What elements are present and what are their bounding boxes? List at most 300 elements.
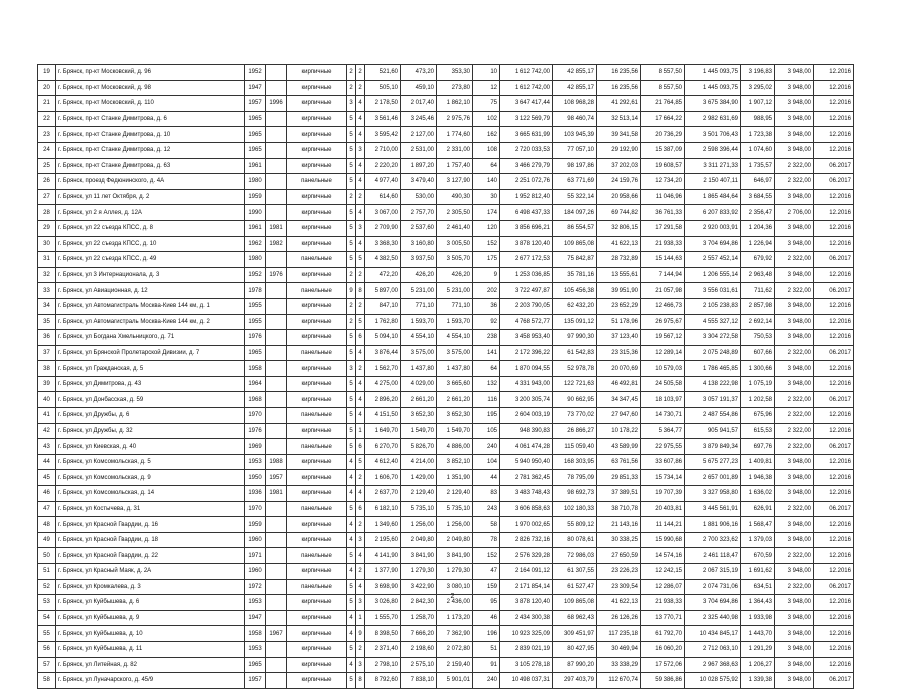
deadline-cell: 12.2016: [814, 532, 854, 548]
wall-material-cell: кирпичные: [287, 314, 347, 330]
fund-amount-cell: 2 557 452,14: [685, 252, 741, 268]
build-year-cell: 1970: [245, 501, 266, 517]
cost-part-1-cell: 135 091,12: [553, 314, 597, 330]
reconstruction-year-cell: [266, 657, 287, 673]
residents-cell: 140: [473, 174, 500, 190]
cost-part-2-cell: 34 347,45: [597, 392, 641, 408]
cost-part-1-cell: 297 403,79: [553, 673, 597, 689]
cost-part-2-cell: 26 126,26: [597, 610, 641, 626]
total-cost-cell: 1 870 094,55: [500, 361, 553, 377]
wall-material-cell: кирпичные: [287, 80, 347, 96]
row-number-cell: 50: [38, 548, 56, 564]
deadline-cell: 12.2016: [814, 486, 854, 502]
build-year-cell: 1953: [245, 595, 266, 611]
floors-cell: 3: [347, 361, 356, 377]
cost-part-3-cell: 12 286,07: [641, 579, 685, 595]
reconstruction-year-cell: [266, 158, 287, 174]
address-cell: г. Брянск, ул 22 съезда КПСС, д. 8: [56, 220, 245, 236]
fund-amount-cell: 2 150 407,11: [685, 174, 741, 190]
build-year-cell: 1958: [245, 626, 266, 642]
living-area-cell: 3 422,90: [401, 579, 437, 595]
build-year-cell: 1955: [245, 314, 266, 330]
fund-amount-cell: 10 028 575,92: [685, 673, 741, 689]
floors-cell: 5: [347, 423, 356, 439]
entrances-cell: 4: [356, 376, 365, 392]
living-area-cell: 459,10: [401, 80, 437, 96]
living-area-cell: 3 652,30: [401, 408, 437, 424]
specific-cost-cell: 1 075,19: [741, 376, 775, 392]
entrances-cell: 3: [356, 657, 365, 673]
build-year-cell: 1978: [245, 283, 266, 299]
row-number-cell: 19: [38, 65, 56, 81]
deadline-cell: 06.2017: [814, 392, 854, 408]
deadline-cell: 12.2016: [814, 564, 854, 580]
entrances-cell: 8: [356, 673, 365, 689]
cost-part-3-cell: 11 046,96: [641, 189, 685, 205]
specific-cost-cell: 1 907,12: [741, 96, 775, 112]
fund-amount-cell: 2 920 003,91: [685, 220, 741, 236]
deadline-cell: 06.2017: [814, 283, 854, 299]
specific-cost-cell: 1 206,27: [741, 657, 775, 673]
max-cost-cell: 2 322,00: [775, 548, 814, 564]
fund-amount-cell: 2 982 631,69: [685, 111, 741, 127]
specific-cost-cell: 3 295,02: [741, 80, 775, 96]
residents-cell: 202: [473, 283, 500, 299]
table-row: [38, 158, 854, 174]
wall-material-cell: кирпичные: [287, 298, 347, 314]
total-area-cell: 3 067,00: [365, 205, 401, 221]
residents-cell: 152: [473, 548, 500, 564]
specific-cost-cell: 1 074,60: [741, 142, 775, 158]
total-cost-cell: 3 878 120,40: [500, 595, 553, 611]
address-cell: г. Брянск, пр-кт Московский, д. 98: [56, 80, 245, 96]
entrances-cell: 4: [356, 548, 365, 564]
wall-material-cell: панельные: [287, 548, 347, 564]
wall-material-cell: кирпичные: [287, 454, 347, 470]
wall-material-cell: кирпичные: [287, 673, 347, 689]
cost-part-1-cell: 72 986,03: [553, 548, 597, 564]
reconstruction-year-cell: [266, 111, 287, 127]
entrances-cell: 2: [356, 65, 365, 81]
living-area-cell: 2 757,70: [401, 205, 437, 221]
address-cell: г. Брянск, ул Гражданская, д. 5: [56, 361, 245, 377]
max-cost-cell: 3 948,00: [775, 189, 814, 205]
cost-part-2-cell: 21 143,16: [597, 517, 641, 533]
fund-amount-cell: 3 556 031,61: [685, 283, 741, 299]
floors-cell: 2: [347, 298, 356, 314]
specific-cost-cell: 988,95: [741, 111, 775, 127]
max-cost-cell: 3 948,00: [775, 236, 814, 252]
cost-part-1-cell: 55 809,12: [553, 517, 597, 533]
cost-part-3-cell: 16 060,20: [641, 641, 685, 657]
fund-amount-cell: 3 704 694,86: [685, 236, 741, 252]
fund-amount-cell: 10 434 845,17: [685, 626, 741, 642]
reconstruction-year-cell: [266, 65, 287, 81]
address-cell: г. Брянск, ул Куйбышева, д. 10: [56, 626, 245, 642]
wall-material-cell: кирпичные: [287, 517, 347, 533]
residents-cell: 108: [473, 142, 500, 158]
cost-part-1-cell: 55 322,14: [553, 189, 597, 205]
cost-part-3-cell: 8 557,50: [641, 65, 685, 81]
floors-cell: 5: [347, 220, 356, 236]
cost-part-2-cell: 41 622,13: [597, 595, 641, 611]
address-cell: г. Брянск, ул Киевская, д. 40: [56, 439, 245, 455]
cost-part-3-cell: 17 664,22: [641, 111, 685, 127]
table-row: [38, 220, 854, 236]
total-area-cell: 5 094,10: [365, 330, 401, 346]
cost-part-1-cell: 102 180,33: [553, 501, 597, 517]
entrances-cell: 6: [356, 501, 365, 517]
living-area-cell: 2 127,00: [401, 127, 437, 143]
address-cell: г. Брянск, ул Луначарского, д. 45/9: [56, 673, 245, 689]
living-area-cell: 1 256,00: [401, 517, 437, 533]
build-year-cell: 1953: [245, 641, 266, 657]
row-number-cell: 34: [38, 298, 56, 314]
deadline-cell: 12.2016: [814, 330, 854, 346]
wall-material-cell: кирпичные: [287, 330, 347, 346]
cost-part-2-cell: 112 670,74: [597, 673, 641, 689]
total-area-cell: 1 562,70: [365, 361, 401, 377]
total-area-cell: 2 220,20: [365, 158, 401, 174]
cost-part-3-cell: 61 792,70: [641, 626, 685, 642]
entrances-cell: 8: [356, 283, 365, 299]
residential-area-cell: 1 757,40: [437, 158, 473, 174]
floors-cell: 5: [347, 439, 356, 455]
cost-part-3-cell: 13 770,71: [641, 610, 685, 626]
max-cost-cell: 3 948,00: [775, 96, 814, 112]
total-area-cell: 6 270,70: [365, 439, 401, 455]
cost-part-2-cell: 23 652,29: [597, 298, 641, 314]
residential-area-cell: 4 886,00: [437, 439, 473, 455]
living-area-cell: 2 049,80: [401, 532, 437, 548]
total-cost-cell: 2 604 003,19: [500, 408, 553, 424]
address-cell: г. Брянск, ул Дружбы, д. 6: [56, 408, 245, 424]
table-row: [38, 205, 854, 221]
wall-material-cell: кирпичные: [287, 220, 347, 236]
wall-material-cell: кирпичные: [287, 595, 347, 611]
entrances-cell: 3: [356, 220, 365, 236]
deadline-cell: 12.2016: [814, 298, 854, 314]
build-year-cell: 1947: [245, 80, 266, 96]
residential-area-cell: 1 774,60: [437, 127, 473, 143]
fund-amount-cell: 3 704 694,86: [685, 595, 741, 611]
address-cell: г. Брянск, ул Богдана Хмельницкого, д. 71: [56, 330, 245, 346]
row-number-cell: 42: [38, 423, 56, 439]
residents-cell: 83: [473, 486, 500, 502]
row-number-cell: 35: [38, 314, 56, 330]
deadline-cell: 12.2016: [814, 610, 854, 626]
cost-part-2-cell: 117 235,18: [597, 626, 641, 642]
total-cost-cell: 3 856 696,21: [500, 220, 553, 236]
residents-cell: 30: [473, 189, 500, 205]
wall-material-cell: кирпичные: [287, 486, 347, 502]
cost-part-1-cell: 98 692,73: [553, 486, 597, 502]
table-row: [38, 236, 854, 252]
fund-amount-cell: 2 487 554,86: [685, 408, 741, 424]
row-number-cell: 56: [38, 641, 56, 657]
cost-part-3-cell: 21 764,85: [641, 96, 685, 112]
total-cost-cell: 1 253 036,85: [500, 267, 553, 283]
total-area-cell: 3 876,44: [365, 345, 401, 361]
max-cost-cell: 3 948,00: [775, 65, 814, 81]
residential-area-cell: 490,30: [437, 189, 473, 205]
cost-part-1-cell: 105 456,38: [553, 283, 597, 299]
total-cost-cell: 2 576 329,28: [500, 548, 553, 564]
table-row: [38, 517, 854, 533]
total-area-cell: 614,60: [365, 189, 401, 205]
reconstruction-year-cell: [266, 408, 287, 424]
cost-part-2-cell: 27 650,59: [597, 548, 641, 564]
table-row: [38, 423, 854, 439]
deadline-cell: 12.2016: [814, 626, 854, 642]
residents-cell: 162: [473, 127, 500, 143]
address-cell: г. Брянск, пр-кт Московский, д. 110: [56, 96, 245, 112]
cost-part-3-cell: 15 144,63: [641, 252, 685, 268]
reconstruction-year-cell: 1982: [266, 236, 287, 252]
row-number-cell: 52: [38, 579, 56, 595]
floors-cell: 4: [347, 517, 356, 533]
max-cost-cell: 3 948,00: [775, 673, 814, 689]
address-cell: г. Брянск, ул Комсомольская, д. 14: [56, 486, 245, 502]
fund-amount-cell: 3 445 561,91: [685, 501, 741, 517]
entrances-cell: 2: [356, 641, 365, 657]
cost-part-3-cell: 15 734,14: [641, 470, 685, 486]
cost-part-3-cell: 8 557,50: [641, 80, 685, 96]
cost-part-1-cell: 78 795,09: [553, 470, 597, 486]
cost-part-3-cell: 36 761,33: [641, 205, 685, 221]
build-year-cell: 1962: [245, 236, 266, 252]
build-year-cell: 1976: [245, 423, 266, 439]
fund-amount-cell: 4 555 327,12: [685, 314, 741, 330]
table-row: [38, 439, 854, 455]
entrances-cell: 4: [356, 345, 365, 361]
residential-area-cell: 4 554,10: [437, 330, 473, 346]
max-cost-cell: 3 948,00: [775, 610, 814, 626]
build-year-cell: 1959: [245, 189, 266, 205]
address-cell: г. Брянск, ул Кромкалева, д. 3: [56, 579, 245, 595]
cost-part-1-cell: 77 057,10: [553, 142, 597, 158]
wall-material-cell: кирпичные: [287, 96, 347, 112]
entrances-cell: 3: [356, 532, 365, 548]
row-number-cell: 26: [38, 174, 56, 190]
row-number-cell: 23: [38, 127, 56, 143]
reconstruction-year-cell: 1981: [266, 220, 287, 236]
floors-cell: 4: [347, 454, 356, 470]
build-year-cell: 1976: [245, 330, 266, 346]
specific-cost-cell: 607,66: [741, 345, 775, 361]
cost-part-3-cell: 22 975,55: [641, 439, 685, 455]
wall-material-cell: кирпичные: [287, 127, 347, 143]
wall-material-cell: панельные: [287, 345, 347, 361]
floors-cell: 5: [347, 595, 356, 611]
table-row: [38, 267, 854, 283]
build-year-cell: 1958: [245, 361, 266, 377]
max-cost-cell: 3 948,00: [775, 517, 814, 533]
row-number-cell: 55: [38, 626, 56, 642]
cost-part-1-cell: 115 059,40: [553, 439, 597, 455]
residents-cell: 116: [473, 392, 500, 408]
specific-cost-cell: 2 692,14: [741, 314, 775, 330]
living-area-cell: 1 258,70: [401, 610, 437, 626]
deadline-cell: 12.2016: [814, 470, 854, 486]
specific-cost-cell: 750,53: [741, 330, 775, 346]
floors-cell: 5: [347, 579, 356, 595]
living-area-cell: 3 841,90: [401, 548, 437, 564]
residential-area-cell: 3 005,50: [437, 236, 473, 252]
cost-part-1-cell: 61 307,55: [553, 564, 597, 580]
build-year-cell: 1953: [245, 454, 266, 470]
residents-cell: 240: [473, 673, 500, 689]
cost-part-2-cell: 69 744,82: [597, 205, 641, 221]
entrances-cell: 1: [356, 610, 365, 626]
total-area-cell: 1 649,70: [365, 423, 401, 439]
total-area-cell: 4 977,40: [365, 174, 401, 190]
build-year-cell: 1968: [245, 392, 266, 408]
entrances-cell: 4: [356, 158, 365, 174]
residents-cell: 47: [473, 564, 500, 580]
specific-cost-cell: 2 963,48: [741, 267, 775, 283]
floors-cell: 5: [347, 142, 356, 158]
floors-cell: 5: [347, 127, 356, 143]
wall-material-cell: кирпичные: [287, 657, 347, 673]
row-number-cell: 32: [38, 267, 56, 283]
reconstruction-year-cell: 1976: [266, 267, 287, 283]
fund-amount-cell: 3 879 849,34: [685, 439, 741, 455]
build-year-cell: 1957: [245, 96, 266, 112]
total-cost-cell: 3 606 858,63: [500, 501, 553, 517]
table-row: [38, 548, 854, 564]
residential-area-cell: 353,30: [437, 65, 473, 81]
floors-cell: 2: [347, 314, 356, 330]
specific-cost-cell: 2 356,47: [741, 205, 775, 221]
table-row: [38, 111, 854, 127]
max-cost-cell: 3 948,00: [775, 361, 814, 377]
reconstruction-year-cell: [266, 252, 287, 268]
deadline-cell: 12.2016: [814, 220, 854, 236]
specific-cost-cell: 1 636,02: [741, 486, 775, 502]
wall-material-cell: кирпичные: [287, 158, 347, 174]
row-number-cell: 46: [38, 486, 56, 502]
specific-cost-cell: 675,96: [741, 408, 775, 424]
row-number-cell: 39: [38, 376, 56, 392]
floors-cell: 5: [347, 641, 356, 657]
living-area-cell: 4 029,00: [401, 376, 437, 392]
cost-part-2-cell: 16 235,56: [597, 80, 641, 96]
residents-cell: 64: [473, 158, 500, 174]
cost-part-3-cell: 10 579,03: [641, 361, 685, 377]
residents-cell: 105: [473, 423, 500, 439]
reconstruction-year-cell: [266, 641, 287, 657]
floors-cell: 3: [347, 96, 356, 112]
row-number-cell: 37: [38, 345, 56, 361]
entrances-cell: 6: [356, 330, 365, 346]
table-row: [38, 657, 854, 673]
specific-cost-cell: 646,97: [741, 174, 775, 190]
total-area-cell: 8 398,50: [365, 626, 401, 642]
address-cell: г. Брянск, ул Комсомольская, д. 5: [56, 454, 245, 470]
living-area-cell: 2 575,10: [401, 657, 437, 673]
max-cost-cell: 3 948,00: [775, 220, 814, 236]
deadline-cell: 12.2016: [814, 80, 854, 96]
specific-cost-cell: 1 723,38: [741, 127, 775, 143]
residents-cell: 12: [473, 80, 500, 96]
entrances-cell: 2: [356, 80, 365, 96]
table-row: [38, 330, 854, 346]
deadline-cell: 12.2016: [814, 548, 854, 564]
cost-part-2-cell: 38 710,78: [597, 501, 641, 517]
reconstruction-year-cell: [266, 314, 287, 330]
cost-part-3-cell: 18 103,97: [641, 392, 685, 408]
address-cell: г. Брянск, ул Красной Гвардии, д. 22: [56, 548, 245, 564]
cost-part-3-cell: 26 975,67: [641, 314, 685, 330]
residents-cell: 104: [473, 454, 500, 470]
cost-part-3-cell: 20 403,81: [641, 501, 685, 517]
residents-cell: 174: [473, 205, 500, 221]
max-cost-cell: 3 948,00: [775, 298, 814, 314]
table-row: [38, 189, 854, 205]
deadline-cell: 06.2017: [814, 158, 854, 174]
table-row: [38, 486, 854, 502]
deadline-cell: 12.2016: [814, 111, 854, 127]
entrances-cell: 3: [356, 142, 365, 158]
total-cost-cell: 5 940 950,40: [500, 454, 553, 470]
table-row: [38, 641, 854, 657]
total-area-cell: 3 595,42: [365, 127, 401, 143]
reconstruction-year-cell: [266, 283, 287, 299]
fund-amount-cell: 1 206 555,14: [685, 267, 741, 283]
residential-area-cell: 1 351,90: [437, 470, 473, 486]
reconstruction-year-cell: 1981: [266, 486, 287, 502]
max-cost-cell: 3 948,00: [775, 626, 814, 642]
cost-part-1-cell: 80 427,95: [553, 641, 597, 657]
max-cost-cell: 3 948,00: [775, 595, 814, 611]
build-year-cell: 1950: [245, 470, 266, 486]
fund-amount-cell: 3 311 271,33: [685, 158, 741, 174]
cost-part-3-cell: 7 144,94: [641, 267, 685, 283]
fund-amount-cell: 3 057 191,37: [685, 392, 741, 408]
residents-cell: 46: [473, 610, 500, 626]
max-cost-cell: 3 948,00: [775, 376, 814, 392]
wall-material-cell: панельные: [287, 439, 347, 455]
cost-part-2-cell: 23 226,23: [597, 564, 641, 580]
row-number-cell: 45: [38, 470, 56, 486]
fund-amount-cell: 3 675 384,90: [685, 96, 741, 112]
residential-area-cell: 2 049,80: [437, 532, 473, 548]
build-year-cell: 1980: [245, 174, 266, 190]
specific-cost-cell: 615,53: [741, 423, 775, 439]
total-cost-cell: 3 722 497,87: [500, 283, 553, 299]
deadline-cell: 12.2016: [814, 205, 854, 221]
deadline-cell: 12.2016: [814, 641, 854, 657]
cost-part-1-cell: 62 432,20: [553, 298, 597, 314]
build-year-cell: 1955: [245, 298, 266, 314]
residential-area-cell: 3 080,10: [437, 579, 473, 595]
table-row: [38, 345, 854, 361]
total-area-cell: 472,20: [365, 267, 401, 283]
reconstruction-year-cell: [266, 189, 287, 205]
deadline-cell: 12.2016: [814, 127, 854, 143]
reconstruction-year-cell: [266, 80, 287, 96]
address-cell: г. Брянск, пр-кт Станке Димитрова, д. 6: [56, 111, 245, 127]
total-area-cell: 8 792,60: [365, 673, 401, 689]
living-area-cell: 4 214,00: [401, 454, 437, 470]
floors-cell: 4: [347, 626, 356, 642]
deadline-cell: 12.2016: [814, 454, 854, 470]
fund-amount-cell: 4 138 222,98: [685, 376, 741, 392]
table-row: [38, 283, 854, 299]
table-row: [38, 361, 854, 377]
total-area-cell: 1 606,70: [365, 470, 401, 486]
